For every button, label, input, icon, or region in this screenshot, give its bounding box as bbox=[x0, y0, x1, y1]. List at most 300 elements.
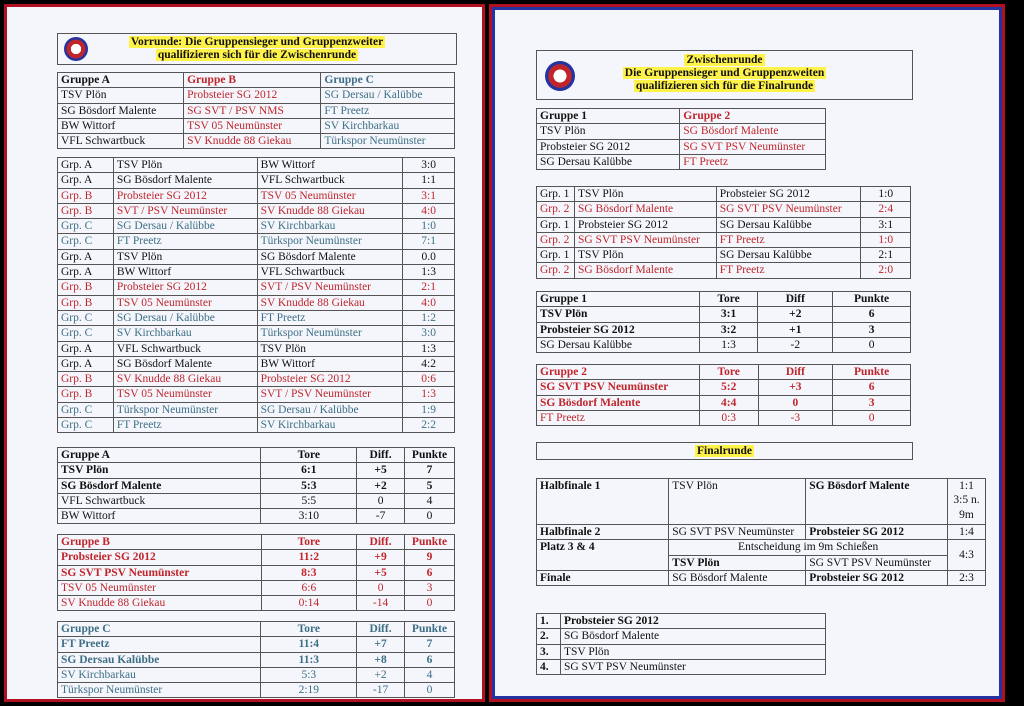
group-team: Probsteier SG 2012 bbox=[184, 88, 321, 103]
standings-diff: -2 bbox=[758, 337, 833, 352]
match-home: SG Bösdorf Malente bbox=[574, 202, 716, 217]
standings-diff: +1 bbox=[758, 322, 833, 337]
match-home: SG Bösdorf Malente bbox=[113, 173, 257, 188]
finale-score: 2:3 bbox=[948, 570, 986, 585]
match-row bbox=[58, 418, 455, 433]
match-row bbox=[58, 372, 455, 387]
halbfinale-1-label: Halbfinale 1 bbox=[537, 479, 669, 525]
match-row bbox=[58, 341, 455, 356]
match-score: 4:2 bbox=[403, 356, 455, 371]
standings-tore: 5:2 bbox=[699, 380, 758, 395]
match-away: FT Preetz bbox=[716, 232, 861, 247]
standings-diff: +7 bbox=[357, 637, 405, 652]
match-score: 1:2 bbox=[403, 310, 455, 325]
match-home: Probsteier SG 2012 bbox=[113, 188, 257, 203]
diff-header: Diff. bbox=[357, 448, 405, 463]
zwischenrunde-header-line2: Die Gruppensieger und Gruppenzweiten bbox=[624, 67, 825, 79]
halbfinale-2-label: Halbfinale 2 bbox=[537, 525, 669, 540]
standings-punkte: 7 bbox=[405, 463, 455, 478]
standings-diff: +9 bbox=[357, 550, 405, 565]
match-home: TSV 05 Neumünster bbox=[113, 387, 257, 402]
group-team: SV Kirchbarkau bbox=[321, 118, 455, 133]
group-header: Gruppe 2 bbox=[680, 109, 826, 124]
standings-diff: +5 bbox=[357, 463, 405, 478]
standings-tore: 5:3 bbox=[261, 667, 357, 682]
group-row bbox=[58, 88, 455, 103]
match-row bbox=[58, 249, 455, 264]
match-away: SG Dersau Kalübbe bbox=[716, 248, 861, 263]
match-away: SV Kirchbarkau bbox=[257, 219, 403, 234]
match-away: Türkspor Neumünster bbox=[257, 326, 403, 341]
standings-diff: +2 bbox=[758, 307, 833, 322]
halbfinale-1-home: TSV Plön bbox=[669, 479, 806, 525]
match-row bbox=[58, 234, 455, 249]
match-group: Grp. 1 bbox=[537, 187, 575, 202]
ranking-row bbox=[537, 629, 826, 644]
standings-team: VFL Schwartbuck bbox=[58, 493, 261, 508]
standings-team: TSV 05 Neumünster bbox=[58, 580, 262, 595]
match-score: 3:0 bbox=[403, 326, 455, 341]
match-row bbox=[58, 356, 455, 371]
match-group: Grp. 1 bbox=[537, 248, 575, 263]
standings-diff: 0 bbox=[357, 580, 405, 595]
group-row bbox=[58, 103, 455, 118]
group-team: FT Preetz bbox=[321, 103, 455, 118]
standings-punkte: 4 bbox=[405, 667, 455, 682]
halbfinale-2-away: Probsteier SG 2012 bbox=[806, 525, 948, 540]
vorrunde-matches-table bbox=[57, 157, 455, 433]
match-home: Türkspor Neumünster bbox=[113, 402, 257, 417]
group-header-row bbox=[537, 109, 826, 124]
vorrunde-header-line1: Vorrunde: Die Gruppensieger und Gruppenzweiter bbox=[130, 36, 384, 48]
match-row bbox=[58, 402, 455, 417]
standings-tore: 2:19 bbox=[261, 683, 357, 698]
standings-punkte: 0 bbox=[833, 337, 911, 352]
ranking-team: SG SVT PSV Neumünster bbox=[560, 659, 825, 674]
halbfinale-1-penalty-note: 9m bbox=[959, 508, 974, 521]
standings-diff: -17 bbox=[357, 683, 405, 698]
match-score: 1:0 bbox=[403, 219, 455, 234]
standings-team: SG SVT PSV Neumünster bbox=[58, 565, 262, 580]
tore-header: Tore bbox=[261, 622, 357, 637]
match-score: 1:3 bbox=[403, 387, 455, 402]
match-score: 1:3 bbox=[403, 341, 455, 356]
club-logo-icon bbox=[64, 37, 88, 61]
platz-3-label: Platz 3 & 4 bbox=[537, 540, 669, 571]
standings-team: SG Bösdorf Malente bbox=[537, 395, 700, 410]
match-group: Grp. C bbox=[58, 402, 114, 417]
match-away: FT Preetz bbox=[257, 310, 403, 325]
standings-punkte: 7 bbox=[405, 637, 455, 652]
match-row bbox=[58, 280, 455, 295]
ranking-place: 2. bbox=[537, 629, 561, 644]
match-home: SG Dersau / Kalübbe bbox=[113, 310, 257, 325]
match-score: 2:0 bbox=[861, 263, 911, 278]
match-away: SG Bösdorf Malente bbox=[257, 249, 403, 264]
diff-header: Diff. bbox=[357, 535, 405, 550]
match-home: Probsteier SG 2012 bbox=[574, 217, 716, 232]
match-group: Grp. 2 bbox=[537, 202, 575, 217]
finale-row bbox=[537, 570, 986, 585]
match-away: SG Dersau Kalübbe bbox=[716, 217, 861, 232]
standings-diff: -7 bbox=[357, 509, 405, 524]
standings-diff: +2 bbox=[357, 478, 405, 493]
match-row bbox=[58, 295, 455, 310]
ranking-row bbox=[537, 644, 826, 659]
group-team: SG SVT PSV Neumünster bbox=[680, 139, 826, 154]
group-row bbox=[537, 154, 826, 169]
match-score: 1:9 bbox=[403, 402, 455, 417]
match-group: Grp. B bbox=[58, 295, 114, 310]
ranking-row bbox=[537, 614, 826, 629]
standings-punkte: 0 bbox=[405, 683, 455, 698]
match-score: 3:1 bbox=[861, 217, 911, 232]
zwischenrunde-matches-table bbox=[536, 186, 911, 279]
standings-header-row bbox=[537, 292, 911, 307]
group-header: Gruppe 1 bbox=[537, 109, 680, 124]
zwischenrunde-header-line3: qualifizieren sich für die Finalrunde bbox=[635, 80, 814, 92]
match-score: 0:6 bbox=[403, 372, 455, 387]
match-score: 4:0 bbox=[403, 295, 455, 310]
match-home: TSV Plön bbox=[113, 249, 257, 264]
match-row bbox=[537, 232, 911, 247]
punkte-header: Punkte bbox=[833, 292, 911, 307]
match-away: SVT / PSV Neumünster bbox=[257, 280, 403, 295]
match-group: Grp. A bbox=[58, 173, 114, 188]
standings-header-row bbox=[58, 622, 455, 637]
match-home: SG Bösdorf Malente bbox=[113, 356, 257, 371]
match-row bbox=[58, 203, 455, 218]
standings-row bbox=[58, 683, 455, 698]
group-row bbox=[58, 118, 455, 133]
standings-punkte: 9 bbox=[405, 550, 455, 565]
standings-header-row bbox=[58, 448, 455, 463]
standings-row bbox=[58, 550, 455, 565]
match-home: SG Bösdorf Malente bbox=[574, 263, 716, 278]
standings-diff: +2 bbox=[357, 667, 405, 682]
standings-tore: 0:3 bbox=[699, 410, 758, 425]
ranking-place: 4. bbox=[537, 659, 561, 674]
standings-tore: 11:4 bbox=[261, 637, 357, 652]
standings-tore: 3:2 bbox=[699, 322, 758, 337]
standings-header-row bbox=[58, 535, 455, 550]
match-row bbox=[537, 217, 911, 232]
standings-table bbox=[536, 364, 911, 426]
match-home: SVT / PSV Neumünster bbox=[113, 203, 257, 218]
standings-row bbox=[58, 637, 455, 652]
match-home: SG SVT PSV Neumünster bbox=[574, 232, 716, 247]
match-score: 1:0 bbox=[861, 232, 911, 247]
match-group: Grp. A bbox=[58, 265, 114, 280]
tore-header: Tore bbox=[699, 292, 758, 307]
halbfinale-1-row bbox=[537, 479, 986, 525]
standings-tore: 3:1 bbox=[699, 307, 758, 322]
match-group: Grp. A bbox=[58, 249, 114, 264]
group-header: Gruppe B bbox=[184, 73, 321, 88]
vorrunde-header bbox=[57, 33, 457, 65]
standings-diff: +3 bbox=[758, 380, 833, 395]
match-score: 2:2 bbox=[403, 418, 455, 433]
halbfinale-1-result bbox=[948, 479, 986, 525]
group-team: TSV 05 Neumünster bbox=[184, 118, 321, 133]
standings-diff: 0 bbox=[357, 493, 405, 508]
group-row bbox=[58, 134, 455, 149]
match-home: VFL Schwartbuck bbox=[113, 341, 257, 356]
match-away: SV Knudde 88 Giekau bbox=[257, 203, 403, 218]
standings-team: Probsteier SG 2012 bbox=[537, 322, 700, 337]
match-row bbox=[537, 248, 911, 263]
standings-row bbox=[58, 667, 455, 682]
standings-team: Probsteier SG 2012 bbox=[58, 550, 262, 565]
standings-row bbox=[537, 337, 911, 352]
group-name: Gruppe 2 bbox=[537, 365, 700, 380]
standings-tore: 6:1 bbox=[261, 463, 357, 478]
match-group: Grp. B bbox=[58, 387, 114, 402]
match-row bbox=[58, 188, 455, 203]
match-group: Grp. B bbox=[58, 188, 114, 203]
match-group: Grp. C bbox=[58, 234, 114, 249]
group-team: SG Dersau Kalübbe bbox=[537, 154, 680, 169]
match-away: SG Dersau / Kalübbe bbox=[257, 402, 403, 417]
match-home: FT Preetz bbox=[113, 234, 257, 249]
match-score: 2:1 bbox=[861, 248, 911, 263]
standings-row bbox=[58, 493, 455, 508]
standings-diff: +5 bbox=[357, 565, 405, 580]
match-home: TSV Plön bbox=[574, 248, 716, 263]
match-away: VFL Schwartbuck bbox=[257, 173, 403, 188]
match-group: Grp. C bbox=[58, 326, 114, 341]
platz-3-away: SG SVT PSV Neumünster bbox=[806, 555, 948, 570]
zwischenrunde-header-line1: Zwischenrunde bbox=[686, 54, 763, 66]
halbfinale-2-score: 1:4 bbox=[948, 525, 986, 540]
match-home: SG Dersau / Kalübbe bbox=[113, 219, 257, 234]
group-team: SG Bösdorf Malente bbox=[58, 103, 184, 118]
match-away: VFL Schwartbuck bbox=[257, 265, 403, 280]
standings-diff: -14 bbox=[357, 596, 405, 611]
standings-team: TSV Plön bbox=[537, 307, 700, 322]
match-score: 3:1 bbox=[403, 188, 455, 203]
finalrunde-table bbox=[536, 478, 986, 586]
standings-diff: -3 bbox=[758, 410, 833, 425]
standings-row bbox=[58, 463, 455, 478]
standings-table bbox=[536, 291, 911, 353]
match-away: SV Kirchbarkau bbox=[257, 418, 403, 433]
standings-tore: 5:5 bbox=[261, 493, 357, 508]
halbfinale-2-home: SG SVT PSV Neumünster bbox=[669, 525, 806, 540]
match-row bbox=[58, 326, 455, 341]
standings-tore: 11:2 bbox=[261, 550, 357, 565]
standings-punkte: 6 bbox=[833, 307, 911, 322]
standings-punkte: 0 bbox=[833, 410, 911, 425]
match-away: Türkspor Neumünster bbox=[257, 234, 403, 249]
standings-tore: 5:3 bbox=[261, 478, 357, 493]
diff-header: Diff bbox=[758, 365, 833, 380]
group-header: Gruppe C bbox=[321, 73, 455, 88]
match-group: Grp. A bbox=[58, 341, 114, 356]
standings-punkte: 3 bbox=[833, 395, 911, 410]
match-score: 3:0 bbox=[403, 158, 455, 173]
group-team: TSV Plön bbox=[537, 124, 680, 139]
diff-header: Diff bbox=[758, 292, 833, 307]
group-name: Gruppe B bbox=[58, 535, 262, 550]
group-header-row bbox=[58, 73, 455, 88]
match-group: Grp. 2 bbox=[537, 232, 575, 247]
punkte-header: Punkte bbox=[405, 535, 455, 550]
group-name: Gruppe 1 bbox=[537, 292, 700, 307]
match-away: Probsteier SG 2012 bbox=[257, 372, 403, 387]
standings-team: SG Dersau Kalübbe bbox=[58, 652, 261, 667]
match-score: 2:1 bbox=[403, 280, 455, 295]
standings-tore: 6:6 bbox=[261, 580, 357, 595]
match-score: 1:3 bbox=[403, 265, 455, 280]
match-score: 2:4 bbox=[861, 202, 911, 217]
standings-team: SV Kirchbarkau bbox=[58, 667, 261, 682]
group-team: FT Preetz bbox=[680, 154, 826, 169]
standings-punkte: 0 bbox=[405, 596, 455, 611]
match-row bbox=[58, 173, 455, 188]
match-score: 4:0 bbox=[403, 203, 455, 218]
group-team: BW Wittorf bbox=[58, 118, 184, 133]
match-group: Grp. C bbox=[58, 418, 114, 433]
match-away: BW Wittorf bbox=[257, 158, 403, 173]
tore-header: Tore bbox=[261, 448, 357, 463]
standings-tore: 11:3 bbox=[261, 652, 357, 667]
standings-punkte: 5 bbox=[405, 478, 455, 493]
group-team: SV Knudde 88 Giekau bbox=[184, 134, 321, 149]
ranking-team: SG Bösdorf Malente bbox=[560, 629, 825, 644]
standings-diff: 0 bbox=[758, 395, 833, 410]
standings-row bbox=[58, 478, 455, 493]
tore-header: Tore bbox=[261, 535, 357, 550]
standings-row bbox=[58, 509, 455, 524]
match-row bbox=[537, 263, 911, 278]
group-team: SG Dersau / Kalübbe bbox=[321, 88, 455, 103]
match-row bbox=[537, 187, 911, 202]
standings-row bbox=[537, 380, 911, 395]
match-home: TSV Plön bbox=[574, 187, 716, 202]
finalrunde-title-text: Finalrunde bbox=[697, 445, 752, 457]
standings-team: Türkspor Neumünster bbox=[58, 683, 261, 698]
match-away: FT Preetz bbox=[716, 263, 861, 278]
finale-label: Finale bbox=[537, 570, 669, 585]
match-row bbox=[537, 202, 911, 217]
match-group: Grp. A bbox=[58, 158, 114, 173]
standings-tore: 1:3 bbox=[699, 337, 758, 352]
vorrunde-header-line2: qualifizieren sich für die Zwischenrunde bbox=[157, 49, 357, 61]
group-name: Gruppe A bbox=[58, 448, 261, 463]
halbfinale-1-penalty: 3:5 n. bbox=[953, 494, 980, 507]
group-team: SG SVT / PSV NMS bbox=[184, 103, 321, 118]
group-team: VFL Schwartbuck bbox=[58, 134, 184, 149]
match-score: 1:0 bbox=[861, 187, 911, 202]
standings-tore: 4:4 bbox=[699, 395, 758, 410]
standings-team: FT Preetz bbox=[537, 410, 700, 425]
platz-3-score: 4:3 bbox=[948, 540, 986, 571]
match-home: SV Knudde 88 Giekau bbox=[113, 372, 257, 387]
finale-away: Probsteier SG 2012 bbox=[806, 570, 948, 585]
standings-row bbox=[537, 322, 911, 337]
match-away: BW Wittorf bbox=[257, 356, 403, 371]
match-group: Grp. B bbox=[58, 372, 114, 387]
match-group: Grp. C bbox=[58, 219, 114, 234]
standings-team: SG Dersau Kalübbe bbox=[537, 337, 700, 352]
finalrunde-title bbox=[536, 442, 913, 460]
standings-header-row bbox=[537, 365, 911, 380]
standings-punkte: 4 bbox=[405, 493, 455, 508]
match-home: TSV Plön bbox=[113, 158, 257, 173]
match-score: 1:1 bbox=[403, 173, 455, 188]
standings-table bbox=[57, 621, 455, 698]
vorrunde-page bbox=[4, 4, 485, 702]
club-logo-icon bbox=[545, 61, 575, 91]
match-group: Grp. 1 bbox=[537, 217, 575, 232]
punkte-header: Punkte bbox=[405, 622, 455, 637]
match-home: Probsteier SG 2012 bbox=[113, 280, 257, 295]
match-home: BW Wittorf bbox=[113, 265, 257, 280]
punkte-header: Punkte bbox=[405, 448, 455, 463]
standings-row bbox=[58, 565, 455, 580]
standings-punkte: 6 bbox=[405, 565, 455, 580]
match-home: FT Preetz bbox=[113, 418, 257, 433]
halbfinale-1-score: 1:1 bbox=[959, 480, 974, 492]
zwischenrunde-page bbox=[489, 4, 1005, 702]
standings-tore: 8:3 bbox=[261, 565, 357, 580]
match-row bbox=[58, 387, 455, 402]
finale-home: SG Bösdorf Malente bbox=[669, 570, 806, 585]
match-away: TSV 05 Neumünster bbox=[257, 188, 403, 203]
match-group: Grp. B bbox=[58, 203, 114, 218]
match-away: Probsteier SG 2012 bbox=[716, 187, 861, 202]
group-row bbox=[537, 124, 826, 139]
zwischenrunde-groups-table bbox=[536, 108, 826, 170]
punkte-header: Punkte bbox=[833, 365, 911, 380]
match-score: 0.0 bbox=[403, 249, 455, 264]
standings-tore: 3:10 bbox=[261, 509, 357, 524]
halbfinale-1-away: SG Bösdorf Malente bbox=[806, 479, 948, 525]
match-score: 7:1 bbox=[403, 234, 455, 249]
match-row bbox=[58, 219, 455, 234]
standings-row bbox=[537, 307, 911, 322]
diff-header: Diff. bbox=[357, 622, 405, 637]
match-group: Grp. C bbox=[58, 310, 114, 325]
standings-team: BW Wittorf bbox=[58, 509, 261, 524]
standings-punkte: 3 bbox=[405, 580, 455, 595]
group-team: Türkspor Neumünster bbox=[321, 134, 455, 149]
vorrunde-groups-table bbox=[57, 72, 455, 149]
platz-3-row bbox=[537, 540, 986, 555]
ranking-place: 3. bbox=[537, 644, 561, 659]
standings-punkte: 0 bbox=[405, 509, 455, 524]
standings-table bbox=[57, 534, 455, 611]
match-away: SVT / PSV Neumünster bbox=[257, 387, 403, 402]
match-home: SV Kirchbarkau bbox=[113, 326, 257, 341]
ranking-team: TSV Plön bbox=[560, 644, 825, 659]
match-away: SV Knudde 88 Giekau bbox=[257, 295, 403, 310]
ranking-row bbox=[537, 659, 826, 674]
match-row bbox=[58, 310, 455, 325]
standings-row bbox=[537, 410, 911, 425]
group-row bbox=[537, 139, 826, 154]
platz-3-home: TSV Plön bbox=[669, 555, 806, 570]
match-away: TSV Plön bbox=[257, 341, 403, 356]
standings-row bbox=[537, 395, 911, 410]
standings-punkte: 6 bbox=[405, 652, 455, 667]
standings-team: TSV Plön bbox=[58, 463, 261, 478]
group-name: Gruppe C bbox=[58, 622, 261, 637]
standings-team: SG Bösdorf Malente bbox=[58, 478, 261, 493]
standings-team: SG SVT PSV Neumünster bbox=[537, 380, 700, 395]
group-header: Gruppe A bbox=[58, 73, 184, 88]
